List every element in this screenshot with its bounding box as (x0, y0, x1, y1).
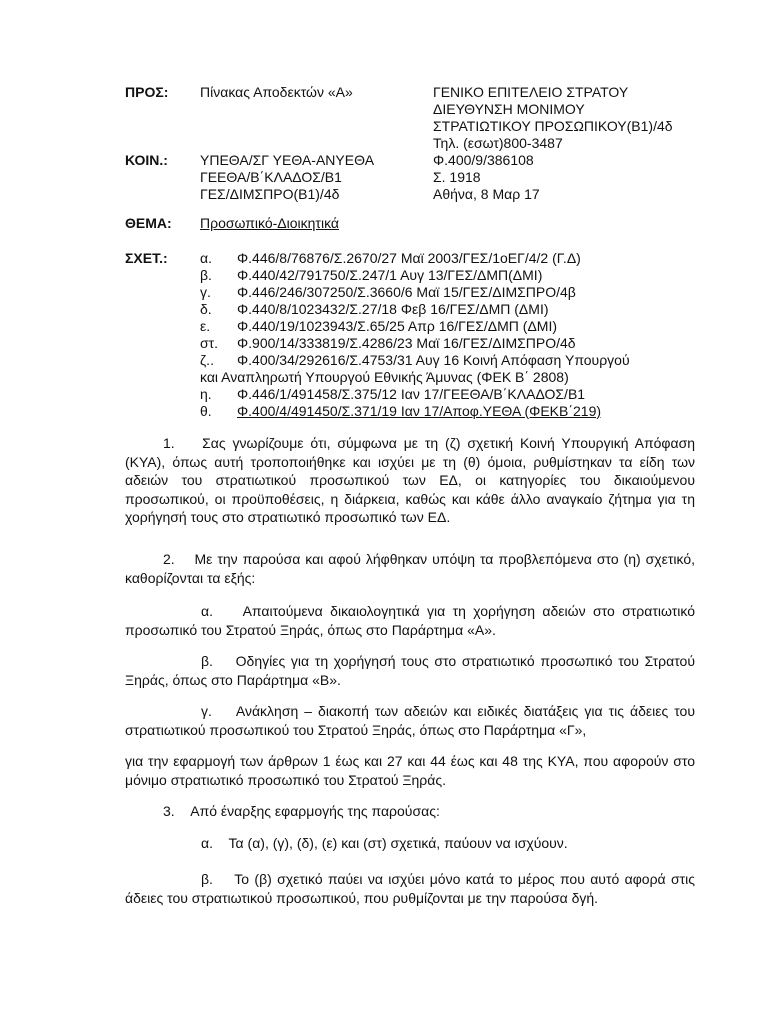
place-date: Αθήνα, 8 Μαρ 17 (433, 186, 540, 202)
paragraph-2b: β. Οδηγίες για τη χορήγησή τους στο στρατιωτικό προσωπικό του Στρατού Ξηράς, όπως στο Παράρτημα «Β». (125, 653, 695, 688)
reference-item (200, 386, 695, 403)
reference-item (200, 301, 695, 318)
subject-value: Προσωπικό-Διοικητικά (200, 215, 339, 231)
koin-value-3: ΓΕΣ/ΔΙΜΣΠΡΟ(Β1)/4δ (200, 186, 340, 202)
reference-text: Φ.400/4/491450/Σ.371/19 Ιαν 17/Αποφ.ΥΕΘΑ (ΦΕΚΒ΄219) (237, 403, 602, 419)
serial-number: Σ. 1918 (433, 169, 481, 185)
to-value: Πίνακας Αποδεκτών «Α» (200, 84, 353, 100)
issuer-line-1: ΓΕΝΙΚΟ ΕΠΙΤΕΛΕΙΟ ΣΤΡΑΤΟΥ (433, 84, 629, 100)
paragraph-2-tail: για την εφαρμογή των άρθρων 1 έως και 27 και 44 έως και 48 της ΚΥΑ, που αφορούν στο μόνιμο στρατιωτικό προσωπικό του Στρατού Ξηράς. (125, 753, 695, 788)
file-number: Φ.400/9/386108 (433, 152, 534, 168)
reference-item (200, 250, 695, 267)
references-label: ΣΧΕΤ.: (125, 250, 168, 266)
reference-letter: η. (200, 386, 212, 402)
reference-letter: β. (200, 267, 212, 283)
issuer-phone: Τηλ. (εσωτ)800-3487 (433, 135, 563, 151)
reference-text: Φ.446/1/491458/Σ.375/12 Ιαν 17/ΓΕΕΘΑ/Β΄ΚΛΑΔΟΣ/Β1 (237, 386, 586, 402)
paragraph-2a: α. Απαιτούμενα δικαιολογητικά για τη χορήγηση αδειών στο στρατιωτικό προσωπικό του Στρατού Ξηράς, όπως στο Παράρτημα «Α». (125, 603, 695, 638)
paragraph-2c: γ. Ανάκληση – διακοπή των αδειών και ειδικές διατάξεις για τις άδειες του στρατιωτικού προσωπικού του Στρατού Ξηράς, όπως στο Παράρτημα «Γ», (125, 703, 695, 738)
reference-letter: α. (200, 250, 212, 266)
reference-item (200, 352, 695, 369)
reference-text: Φ.446/8/76876/Σ.2670/27 Μαϊ 2003/ΓΕΣ/1οΕΓ/4/2 (Γ.Δ) (237, 250, 581, 266)
issuer-line-2: ΔΙΕΥΘΥΝΣΗ ΜΟΝΙΜΟΥ (433, 101, 585, 117)
reference-item (200, 403, 695, 420)
reference-item (200, 267, 695, 284)
reference-text: Φ.446/246/307250/Σ.3660/6 Μαϊ 15/ΓΕΣ/ΔΙΜΣΠΡΟ/4β (237, 284, 576, 300)
reference-item (200, 284, 695, 301)
reference-letter: ζ.. (200, 352, 214, 368)
paragraph-3b: β. Το (β) σχετικό παύει να ισχύει μόνο κατά το μέρος που αυτό αφορά στις άδειες του στρατιωτικού προσωπικού, που ρυθμίζονται με την παρούσα δγή. (125, 871, 695, 906)
paragraph-2: 2. Με την παρούσα και αφού λήφθηκαν υπόψη τα προβλεπόμενα στο (η) σχετικό, καθορίζονται τα εξής: (125, 551, 695, 586)
koin-label: ΚΟΙΝ.: (125, 152, 168, 168)
reference-letter: ε. (200, 318, 211, 334)
koin-value-2: ΓΕΕΘΑ/Β΄ΚΛΑΔΟΣ/Β1 (200, 169, 342, 185)
koin-value-1: ΥΠΕΘΑ/ΣΓ ΥΕΘΑ-ΑΝΥΕΘΑ (200, 152, 375, 168)
reference-text: Φ.440/42/791750/Σ.247/1 Αυγ 13/ΓΕΣ/ΔΜΠ(ΔΜΙ) (237, 267, 543, 283)
paragraph-1: 1. Σας γνωρίζουμε ότι, σύμφωνα με τη (ζ) σχετική Κοινή Υπουργική Απόφαση (ΚΥΑ), όπως αυτή τροποποιήθηκε και ισχύει με τη (θ) όμοια, ρυθμίστηκαν τα είδη των αδειών του στρατιωτικού προσωπικού των ΕΔ, οι κατηγορίες του δικαιούμενου προσωπικού, οι προϋποθέσεις, η διάρκεια, καθώς και κάθε άλλο αναγκαίο ζήτημα για τη χορήγησή τους στο στρατιωτικό προσωπικό των ΕΔ. (125, 435, 695, 525)
reference-item (200, 335, 695, 352)
reference-letter: δ. (200, 301, 212, 317)
reference-letter: στ. (200, 335, 219, 351)
reference-text: Φ.440/19/1023943/Σ.65/25 Απρ 16/ΓΕΣ/ΔΜΠ (ΔΜΙ) (237, 318, 558, 334)
reference-text: Φ.440/8/1023432/Σ.27/18 Φεβ 16/ΓΕΣ/ΔΜΠ (ΔΜΙ) (237, 301, 549, 317)
reference-text: Φ.400/34/292616/Σ.4753/31 Αυγ 16 Κοινή Απόφαση Υπουργού (237, 352, 630, 368)
paragraph-3a: α. Τα (α), (γ), (δ), (ε) και (στ) σχετικά, παύουν να ισχύουν. (201, 835, 568, 851)
reference-item (200, 318, 695, 335)
paragraph-3: 3. Από έναρξης εφαρμογής της παρούσας: (163, 803, 440, 819)
issuer-line-3: ΣΤΡΑΤΙΩΤΙΚΟΥ ΠΡΟΣΩΠΙΚΟΥ(Β1)/4δ (433, 118, 673, 134)
reference-letter: γ. (200, 284, 211, 300)
reference-letter: θ. (200, 403, 212, 419)
to-label: ΠΡΟΣ: (125, 84, 169, 100)
reference-text: Φ.900/14/333819/Σ.4286/23 Μαϊ 16/ΓΕΣ/ΔΙΜΣΠΡΟ/4δ (237, 335, 576, 351)
subject-label: ΘΕΜΑ: (125, 215, 172, 231)
reference-continuation: και Αναπληρωτή Υπουργού Εθνικής Άμυνας (ΦΕΚ Β΄ 2808) (200, 369, 569, 385)
